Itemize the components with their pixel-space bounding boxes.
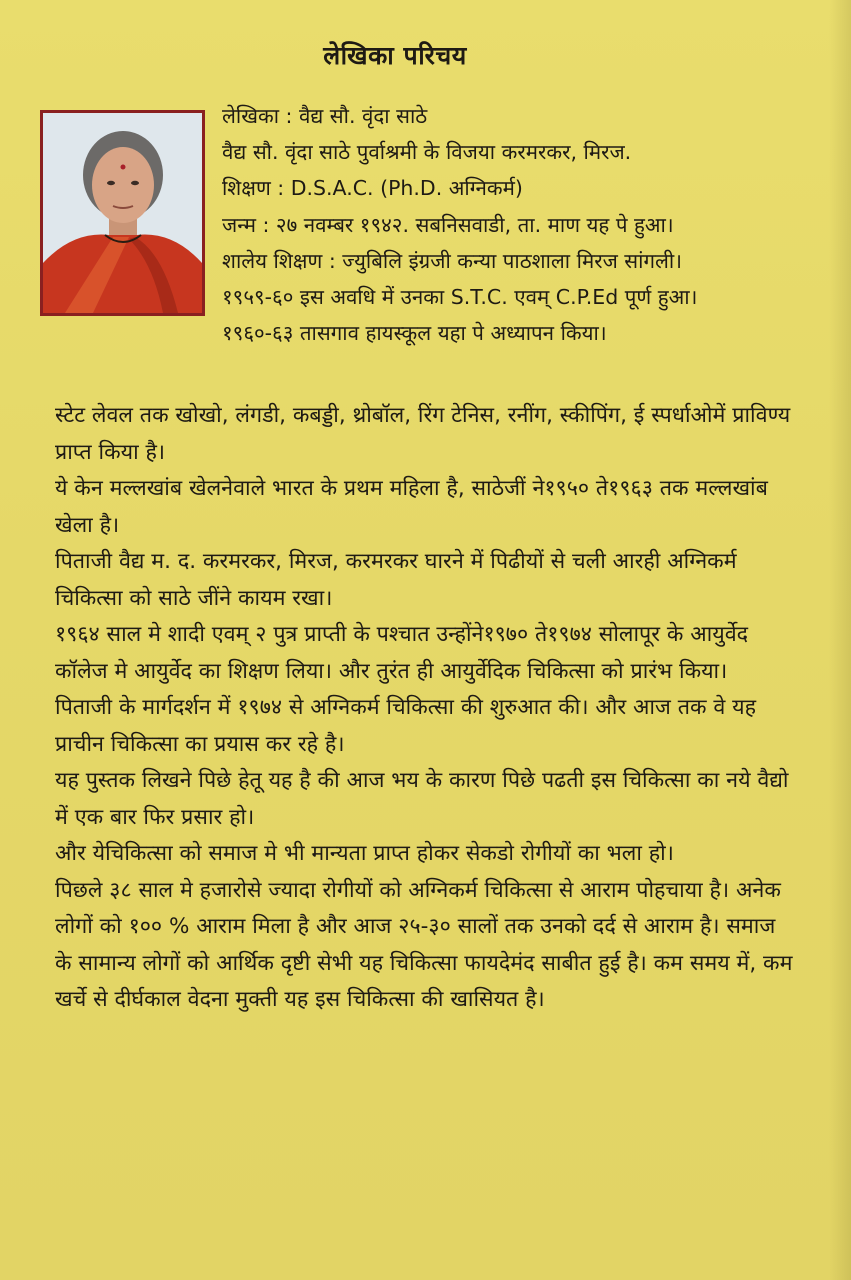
biography-paragraph: ये केन मल्लखांब खेलनेवाले भारत के प्रथम महिला है, साठेजीं ने१९५० ते१९६३ तक मल्लखांब खेला है।: [55, 476, 768, 538]
intro-line: १९६०-६३ तासगाव हायस्कूल यहा पे अध्यापन किया।: [222, 321, 607, 346]
page-edge-shadow: [829, 0, 851, 1280]
intro-line: वैद्य सौ. वृंदा साठे पुर्वाश्रमी के विजया करमरकर, मिरज.: [222, 140, 632, 165]
intro-line: लेखिका : वैद्य सौ. वृंदा साठे: [222, 104, 428, 128]
intro-line: शालेय शिक्षण : ज्युबिलि इंग्रजी कन्या पाठशाला मिरज सांगली।: [222, 248, 682, 273]
biography-paragraph: और येचिकित्सा को समाज मे भी मान्यता प्राप्त होकर सेकडो रोगीयों का भला हो।: [55, 841, 674, 866]
intro-line: शिक्षण : D.S.A.C. (Ph.D. अग्निकर्म): [222, 176, 523, 201]
biography-paragraph: पिछले ३८ साल मे हजारोसे ज्यादा रोगीयों को अग्निकर्म चिकित्सा से आराम पोहचाया है। अनेक लोगों को १०० % आराम मिला है और आज २५-३० सालों तक उनको दर्द से आराम है। समाज के सामान्य लोगों को आर्थिक दृष्टी सेभी यह चिकित्सा फायदेमंद साबीत हुई है। कम समय में, कम खर्चे से दीर्घकाल वेदना मुक्ती यह इस चिकित्सा की खासियत है।: [55, 877, 793, 1012]
biography-paragraph: स्टेट लेवल तक खोखो, लंगडी, कबड्डी, थ्रोबॉल, रिंग टेनिस, रनींग, स्कीपिंग, ई स्पर्धाओमें प्राविण्य प्राप्त किया है।: [55, 403, 791, 465]
biography-body: [55, 398, 795, 1019]
author-intro: [222, 98, 832, 351]
page-title: लेखिका परिचय: [323, 41, 467, 70]
biography-paragraph: १९६४ साल मे शादी एवम् २ पुत्र प्राप्ती के पश्चात उन्होंने१९७० ते१९७४ सोलापूर के आयुर्वेद कॉलेज मे आयुर्वेद का शिक्षण लिया। और तुरंत ही आयुर्वेदिक चिकित्सा को प्रारंभ किया।: [55, 622, 749, 684]
author-portrait: [40, 110, 205, 316]
intro-line: १९५९-६० इस अवधि में उनका S.T.C. एवम् C.P.Ed पूर्ण हुआ।: [222, 285, 698, 310]
biography-paragraph: पिताजी के मार्गदर्शन में १९७४ से अग्निकर्म चिकित्सा की शुरुआत की। और आज तक वे यह प्राचीन चिकित्सा का प्रयास कर रहे है।: [55, 695, 756, 757]
biography-paragraph: पिताजी वैद्य म. द. करमरकर, मिरज, करमरकर घारने में पिढीयों से चली आरही अग्निकर्म चिकित्सा को साठे जींने कायम रखा।: [55, 549, 737, 611]
intro-line: जन्म : २७ नवम्बर १९४२. सबनिसवाडी, ता. माण यह पे हुआ।: [222, 212, 674, 237]
biography-paragraph: यह पुस्तक लिखने पिछे हेतू यह है की आज भय के कारण पिछे पढती इस चिकित्सा का नये वैद्यो में एक बार फिर प्रसार हो।: [55, 768, 789, 830]
